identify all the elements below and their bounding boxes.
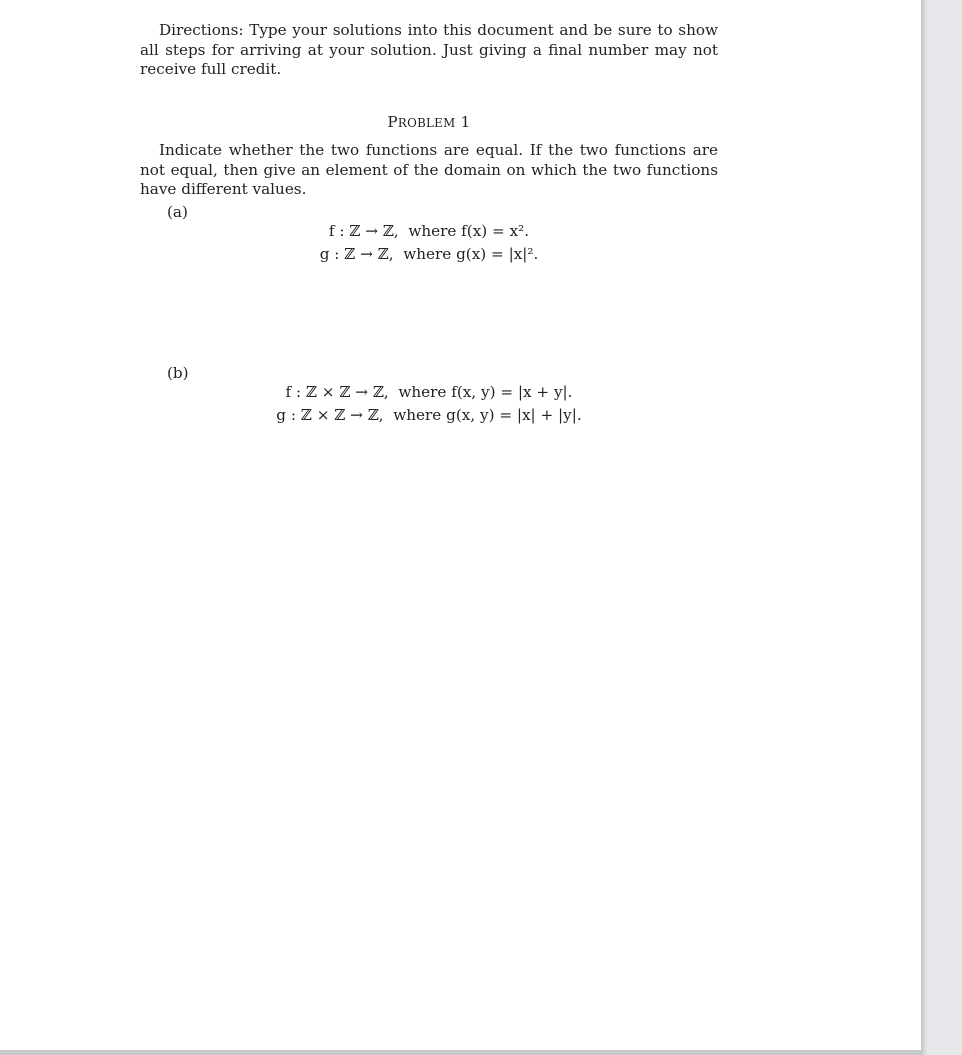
- page-bottom-shadow: [0, 1050, 921, 1055]
- problem-title-rest: ROBLEM: [397, 116, 456, 130]
- part-a-g-equation: g : ℤ → ℤ, where g(x) = |x|².: [319, 245, 539, 263]
- problem-number: 1: [460, 113, 471, 131]
- part-b-g-equation: g : ℤ × ℤ → ℤ, where g(x, y) = |x| + |y|.: [276, 406, 582, 424]
- part-a-f-equation: f : ℤ → ℤ, where f(x) = x².: [328, 222, 530, 240]
- part-a-label: (a): [167, 203, 188, 221]
- page-right-shadow: [921, 0, 927, 1055]
- problem-heading: [140, 113, 718, 131]
- part-b-label: (b): [167, 364, 189, 382]
- problem-title-first: P: [387, 113, 398, 131]
- part-b-f-equation: f : ℤ × ℤ → ℤ, where f(x, y) = |x + y|.: [285, 383, 573, 401]
- directions-text: Directions: Type your solutions into this document and be sure to show all steps for arriving at your solution. Just giving a final number may not receive full credit.: [140, 21, 718, 78]
- problem-intro: Indicate whether the two functions are equal. If the two functions are not equal, then give an element of the domain on which the two functions have different values.: [140, 141, 718, 198]
